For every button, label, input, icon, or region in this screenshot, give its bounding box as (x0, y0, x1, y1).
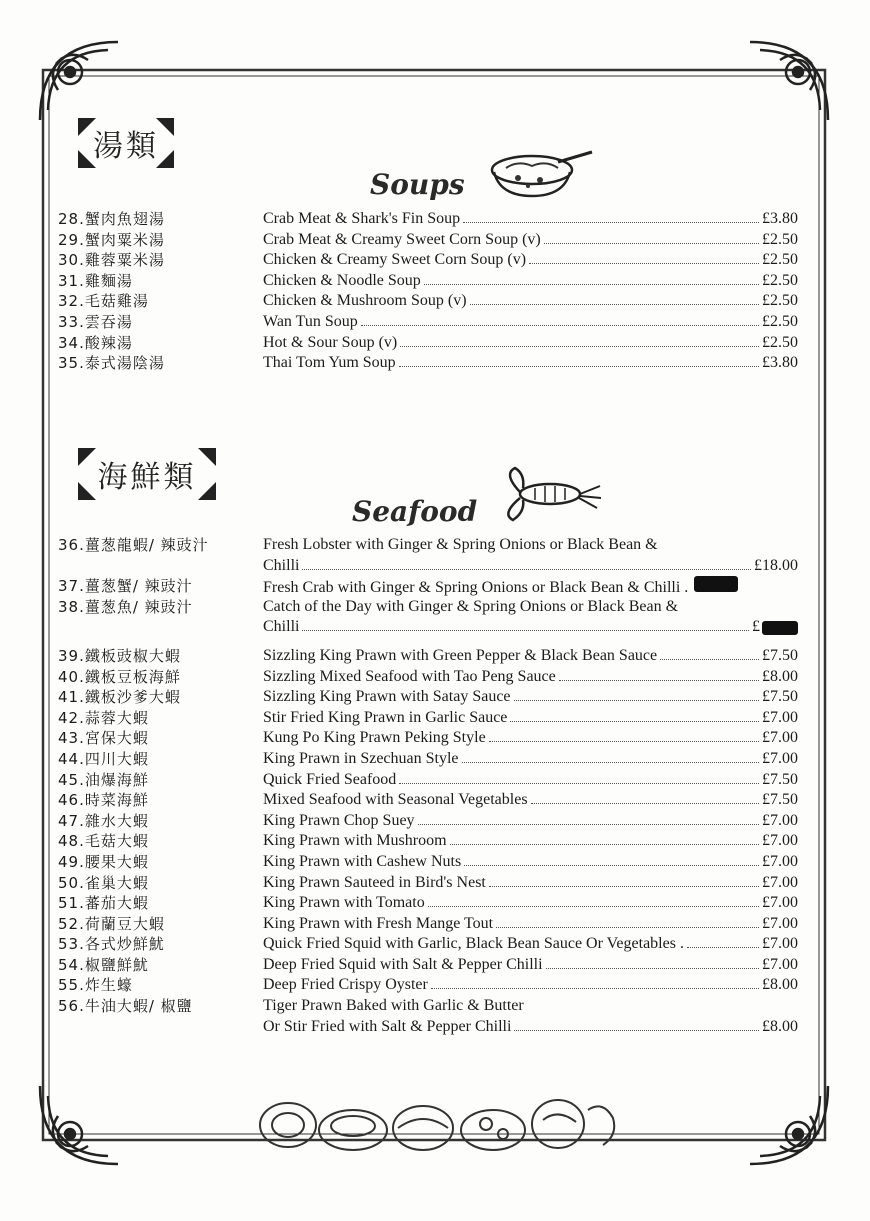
menu-item-chinese: 43.宮保大蝦 (58, 729, 149, 748)
menu-item (58, 996, 798, 1037)
menu-item-chinese: 38.薑葱魚/ 辣豉汁 (58, 597, 193, 616)
dot-leader (424, 283, 759, 285)
menu-item (58, 975, 798, 996)
menu-item (58, 914, 798, 935)
menu-item-name: Tiger Prawn Baked with Garlic & Butter (263, 997, 524, 1015)
menu-item-chinese: 34.酸辣湯 (58, 333, 133, 352)
menu-item (58, 646, 798, 667)
menu-item-price: £2.50 (762, 292, 798, 310)
soups-chinese-title: 湯類 (93, 129, 159, 164)
menu-item-chinese: 47.雜水大蝦 (58, 811, 149, 830)
menu-item-chinese: 35.泰式湯陰湯 (58, 354, 165, 373)
menu-item-price: £8.00 (762, 976, 798, 994)
menu-item-name: Crab Meat & Shark's Fin Soup (263, 210, 461, 227)
menu-item-chinese: 51.蕃茄大蝦 (58, 894, 149, 913)
menu-item-price: £2.50 (762, 251, 798, 269)
soups-chinese-heading (78, 118, 174, 168)
dot-leader (463, 221, 759, 223)
menu-item-chinese: 36.薑葱龍蝦/ 辣豉汁 (58, 536, 209, 554)
menu-item-price: £2.50 (762, 271, 798, 289)
menu-item (58, 790, 798, 811)
soup-bowl-icon (488, 144, 596, 200)
menu-item-price: £8.00 (762, 1017, 798, 1035)
menu-item-name: Hot & Sour Soup (v) (263, 333, 398, 351)
menu-item-price: £7.50 (762, 770, 798, 788)
menu-item-chinese: 54.椒鹽鮮魷 (58, 955, 149, 974)
menu-item (58, 687, 798, 708)
menu-item (58, 667, 798, 688)
menu-item-name: King Prawn Chop Suey (263, 811, 415, 829)
dot-leader (496, 926, 759, 928)
menu-item-price: £7.00 (762, 955, 798, 973)
dot-leader (450, 843, 759, 845)
dot-leader (544, 242, 759, 244)
menu-item (58, 312, 798, 333)
menu-item-price: £7.00 (762, 811, 798, 829)
menu-item-chinese: 33.雲吞湯 (58, 312, 133, 331)
dot-leader (361, 324, 759, 326)
menu-item-name: Thai Tom Yum Soup (263, 354, 396, 372)
menu-item-price: £7.00 (762, 749, 798, 767)
menu-item-name: King Prawn with Cashew Nuts (263, 852, 462, 870)
menu-item-price: £7.00 (762, 914, 798, 932)
menu-item-price: £18.00 (754, 556, 798, 574)
dot-leader (514, 699, 759, 701)
dot-leader (529, 262, 759, 264)
menu-item (58, 597, 798, 638)
menu-item-name: Crab Meat & Creamy Sweet Corn Soup (v) (263, 230, 541, 248)
menu-item-price: £2.50 (762, 312, 798, 330)
menu-item-chinese: 46.時菜海鮮 (58, 791, 149, 810)
menu-item-name: Quick Fried Seafood (263, 770, 397, 788)
menu-item-chinese: 31.雞麵湯 (58, 271, 133, 290)
bracket-decoration (198, 448, 216, 466)
menu-item (58, 749, 798, 770)
menu-item-name: Sizzling King Prawn with Satay Sauce (263, 688, 511, 706)
food-illustration (260, 1100, 614, 1150)
menu-item-price: £2.50 (762, 230, 798, 248)
bracket-decoration (78, 448, 96, 466)
menu-item (58, 271, 798, 292)
menu-item-price: £7.00 (762, 832, 798, 850)
dot-leader (660, 658, 759, 660)
corner-ornament-top-right (750, 42, 828, 120)
menu-item-name: Catch of the Day with Ginger & Spring Onions or Black Bean & (263, 597, 679, 615)
menu-item-name: Mixed Seafood with Seasonal Vegetables (263, 791, 528, 809)
seafood-menu-list (58, 535, 798, 1037)
redacted-price (762, 621, 798, 635)
menu-item (58, 955, 798, 976)
dot-leader (514, 1029, 759, 1031)
dot-leader (510, 720, 759, 722)
menu-item-price: £7.00 (762, 894, 798, 912)
menu-item-chinese: 39.鐵板豉椒大蝦 (58, 646, 181, 665)
menu-item (58, 770, 798, 791)
seafood-chinese-title: 海鮮類 (97, 460, 197, 495)
menu-item-chinese: 50.雀巢大蝦 (58, 873, 149, 892)
menu-item-name-cont: Or Stir Fried with Salt & Pepper Chilli (263, 1017, 512, 1035)
menu-item-chinese: 29.蟹肉粟米湯 (58, 230, 165, 249)
menu-item-name: King Prawn in Szechuan Style (263, 749, 459, 767)
dot-leader (399, 365, 759, 367)
dot-leader (302, 629, 749, 631)
dot-leader (464, 864, 759, 866)
dot-leader (462, 761, 759, 763)
dot-leader (489, 885, 759, 887)
menu-item-price: £7.00 (762, 852, 798, 870)
menu-item-name: Stir Fried King Prawn in Garlic Sauce (263, 708, 508, 726)
menu-item-price (752, 617, 798, 638)
menu-item (58, 333, 798, 354)
menu-item-name: Fresh Lobster with Ginger & Spring Onions or Black Bean & (263, 536, 658, 553)
menu-item-name: Fresh Crab with Ginger & Spring Onions or Black Bean & Chilli . (263, 579, 689, 597)
menu-item-price: £7.00 (762, 935, 798, 953)
menu-item (58, 708, 798, 729)
menu-item-name: Chicken & Noodle Soup (263, 271, 421, 289)
bracket-decoration (78, 482, 96, 500)
menu-item-price: £8.00 (762, 667, 798, 685)
dot-leader (546, 967, 759, 969)
menu-item-name: Chicken & Mushroom Soup (v) (263, 292, 467, 310)
menu-item-chinese: 40.鐵板豆板海鮮 (58, 667, 181, 686)
menu-item-chinese: 48.毛菇大蝦 (58, 832, 149, 851)
bracket-decoration (198, 482, 216, 500)
menu-item-price: £7.50 (762, 646, 798, 664)
menu-item (58, 934, 798, 955)
dot-leader (428, 905, 759, 907)
menu-item (58, 230, 798, 251)
menu-item (58, 353, 798, 374)
dot-leader (559, 679, 759, 681)
dot-leader (302, 568, 751, 570)
dot-leader (400, 345, 759, 347)
corner-ornament-top-left (40, 42, 118, 120)
menu-item-price: £7.00 (762, 708, 798, 726)
menu-item-name: King Prawn with Tomato (263, 894, 425, 912)
menu-item (58, 831, 798, 852)
menu-item-price: £3.80 (762, 354, 798, 372)
dot-leader (470, 303, 759, 305)
dot-leader (687, 946, 759, 948)
soups-menu-list (58, 209, 798, 374)
menu-item (58, 209, 798, 230)
seafood-chinese-heading (78, 448, 216, 500)
menu-item-price: £3.80 (762, 210, 798, 227)
menu-item-chinese: 56.牛油大蝦/ 椒鹽 (58, 997, 193, 1016)
menu-item-price: £7.00 (762, 729, 798, 747)
menu-item-chinese: 53.各式炒鮮魷 (58, 935, 165, 954)
dot-leader (418, 823, 759, 825)
menu-item-name: King Prawn with Mushroom (263, 832, 447, 850)
menu-item-name: Quick Fried Squid with Garlic, Black Bean Sauce Or Vegetables . (263, 935, 684, 953)
menu-item-name-cont: Chilli (263, 618, 300, 636)
menu-item-chinese: 37.薑葱蟹/ 辣豉汁 (58, 577, 193, 596)
menu-item-price: £2.50 (762, 333, 798, 351)
spacer (58, 638, 798, 646)
menu-item-name-cont: Chilli (263, 556, 300, 574)
menu-item-chinese: 41.鐵板沙爹大蝦 (58, 688, 181, 707)
dot-leader (531, 802, 759, 804)
menu-item-name: Deep Fried Crispy Oyster (263, 976, 428, 994)
menu-item-name: King Prawn with Fresh Mange Tout (263, 914, 494, 932)
corner-ornament-bottom-right (750, 1086, 828, 1164)
menu-item-chinese: 55.炸生蠔 (58, 976, 133, 995)
menu-item-name: Sizzling King Prawn with Green Pepper & Black Bean Sauce (263, 646, 658, 664)
menu-item (58, 535, 798, 576)
menu-item (58, 250, 798, 271)
menu-item (58, 728, 798, 749)
dot-leader (431, 987, 759, 989)
menu-item-name: King Prawn Sauteed in Bird's Nest (263, 873, 486, 891)
menu-item-chinese: 28.蟹肉魚翅湯 (58, 210, 165, 228)
menu-item-chinese: 32.毛菇雞湯 (58, 292, 149, 311)
menu-item (58, 852, 798, 873)
soups-english-heading: Soups (370, 168, 465, 201)
menu-item-chinese: 52.荷蘭豆大蝦 (58, 914, 165, 933)
menu-item-price: £7.00 (762, 873, 798, 891)
menu-item-name: Chicken & Creamy Sweet Corn Soup (v) (263, 251, 527, 269)
price-prefix: £ (752, 618, 760, 636)
menu-item (58, 576, 798, 597)
menu-item-chinese: 42.蒜蓉大蝦 (58, 708, 149, 727)
dot-leader (489, 740, 759, 742)
corner-ornament-bottom-left (40, 1086, 118, 1164)
lobster-icon (495, 464, 605, 524)
menu-item (58, 873, 798, 894)
menu-item-name: Kung Po King Prawn Peking Style (263, 729, 486, 747)
redacted-price (694, 576, 738, 592)
menu-item (58, 291, 798, 312)
menu-item-name: Sizzling Mixed Seafood with Tao Peng Sauce (263, 667, 556, 685)
menu-item (58, 893, 798, 914)
menu-item-chinese: 44.四川大蝦 (58, 749, 149, 768)
menu-item-price: £7.50 (762, 688, 798, 706)
menu-item-price: £7.50 (762, 791, 798, 809)
menu-item-name: Deep Fried Squid with Salt & Pepper Chilli (263, 955, 543, 973)
menu-item-chinese: 49.腰果大蝦 (58, 852, 149, 871)
dot-leader (399, 782, 759, 784)
menu-item-chinese: 30.雞蓉粟米湯 (58, 251, 165, 270)
menu-item (58, 811, 798, 832)
seafood-english-heading: Seafood (352, 495, 478, 528)
menu-item-chinese: 45.油爆海鮮 (58, 770, 149, 789)
menu-item-name: Wan Tun Soup (263, 312, 358, 330)
